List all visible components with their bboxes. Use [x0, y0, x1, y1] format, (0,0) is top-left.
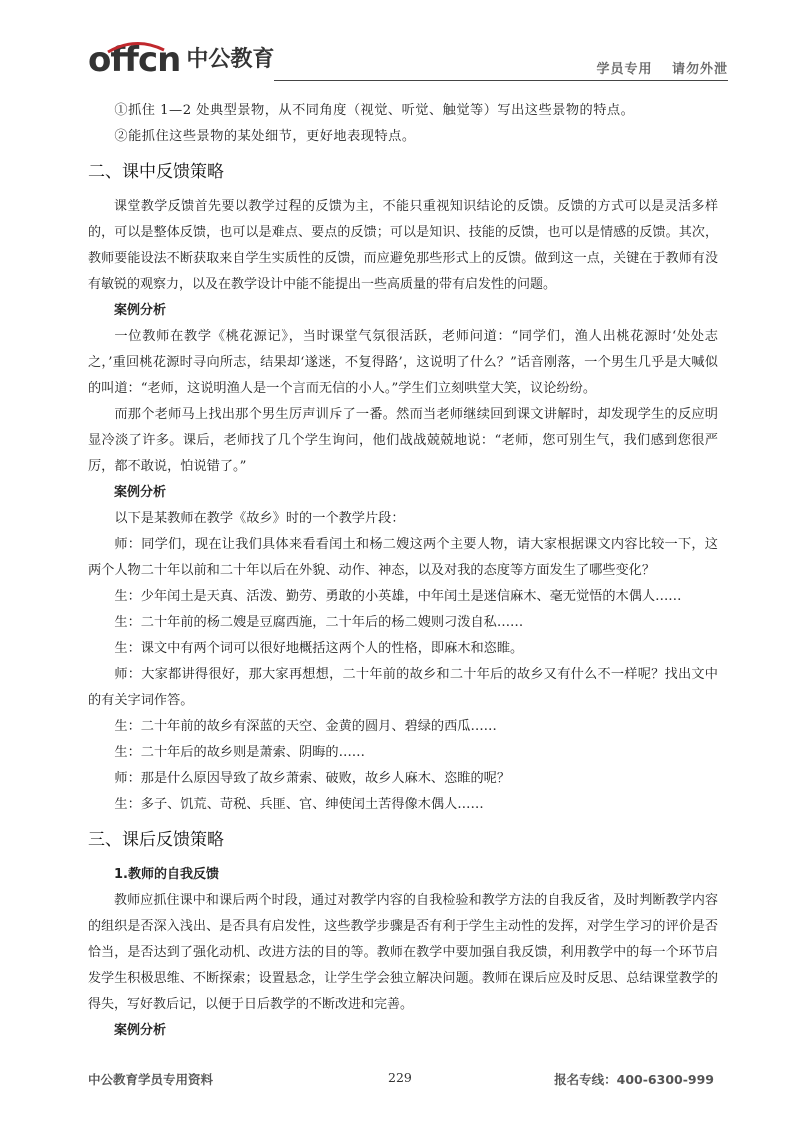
page-footer	[88, 1070, 714, 1092]
dialog-line: 生：二十年后的故乡则是萧索、阴晦的……	[114, 745, 365, 760]
section2-paragraph: 课堂教学反馈首先要以教学过程的反馈为主，不能只重视知识结论的反馈。反馈的方式可以是灵活多样的，可以是整体反馈，也可以是难点、要点的反馈；可以是知识、技能的反馈，也可以是情感的反馈。其次，教师要能设法不断获取来自学生实质性的反馈，而应避免那些形式上的反馈。做到这一点，关键在于教师有没有敏锐的观察力，以及在教学设计中能不能提出一些高质量的带有启发性的问题。	[88, 199, 718, 292]
dialog-line: 生：多子、饥荒、苛税、兵匪、官、绅使闰土苦得像木偶人……	[114, 797, 484, 812]
header-tags	[596, 58, 728, 77]
intro-item-2: ②能抓住这些景物的某处细节，更好地表现特点。	[114, 129, 416, 144]
footer-left-text: 中公教育学员专用资料	[88, 1072, 214, 1087]
logo-text-cn: 中公教育	[186, 47, 275, 72]
footer-hotline: 报名专线：400-6300-999	[554, 1072, 714, 1087]
case-analysis-label-2: 案例分析	[114, 485, 167, 500]
dialog-line: 师：大家都讲得很好，那大家再想想，二十年前的故乡和二十年后的故乡又有什么不一样呢？找出文中的有关字词作答。	[88, 667, 718, 708]
header-divider	[274, 80, 728, 81]
case1-paragraph-1: 一位教师在教学《桃花源记》，当时课堂气氛很活跃，老师问道：“同学们，渔人出桃花源时‘处处志之，’重回桃花源时寻向所志，结果却‘遂迷，不复得路’，这说明了什么？”话音刚落，一个男生几乎是大喊似的叫道：“老师，这说明渔人是一个言而无信的小人。”学生们立刻哄堂大笑，议论纷纷。	[88, 329, 718, 396]
dialog-line: 生：少年闰土是天真、活泼、勤劳、勇敢的小英雄，中年闰土是迷信麻木、毫无觉悟的木偶人……	[114, 589, 682, 604]
subheading-teacher-self-feedback: 1.教师的自我反馈	[114, 867, 219, 882]
dialog-line: 师：那是什么原因导致了故乡萧索、破败，故乡人麻木、恣睢的呢？	[114, 771, 511, 786]
section3-paragraph: 教师应抓住课中和课后两个时段，通过对教学内容的自我检验和教学方法的自我反省，及时判断教学内容的组织是否深入浅出、是否具有启发性，这些教学步骤是否有利于学生主动性的发挥，对学生学习的评价是否恰当，是否达到了强化动机、改进方法的目的等。教师在教学中要加强自我反馈，利用教学中的每一个环节启发学生积极思维、不断探索；设置悬念，让学生学会独立解决问题。教师在课后应及时反思、总结课堂教学的得失，写好教后记，以便于日后教学的不断改进和完善。	[88, 893, 718, 1012]
offcn-logo	[88, 40, 274, 80]
page-header	[88, 40, 728, 86]
dialog-line: 生：课文中有两个词可以很好地概括这两个人的性格，即麻木和恣睢。	[114, 641, 524, 656]
header-tag-confidential: 请勿外泄	[671, 62, 728, 77]
case-analysis-label-1: 案例分析	[114, 303, 167, 318]
dialog-line: 生：二十年前的故乡有深蓝的天空、金黄的圆月、碧绿的西瓜……	[114, 719, 497, 734]
case1-paragraph-2: 而那个老师马上找出那个男生厉声训斥了一番。然而当老师继续回到课文讲解时，却发现学生的反应明显冷淡了许多。课后，老师找了几个学生询问，他们战战兢兢地说：“老师，您可别生气，我们感到您很严厉，都不敢说，怕说错了。”	[88, 407, 718, 474]
case2-intro: 以下是某教师在教学《故乡》时的一个教学片段：	[114, 511, 405, 526]
dialog-line: 师：同学们，现在让我们具体来看看闰土和杨二嫂这两个主要人物，请大家根据课文内容比较一下，这两个人物二十年以前和二十年以后在外貌、动作、神态，以及对我的态度等方面发生了哪些变化？	[88, 537, 718, 578]
section-heading-in-class: 二、课中反馈策略	[88, 162, 224, 182]
case-analysis-label-3: 案例分析	[114, 1023, 167, 1038]
logo-arc-icon	[106, 40, 166, 54]
page-number: 229	[388, 1070, 412, 1085]
page-content	[88, 98, 718, 1044]
section-heading-after-class: 三、课后反馈策略	[88, 830, 224, 850]
header-tag-members-only: 学员专用	[596, 62, 653, 77]
logo-text-en: offcn	[88, 40, 181, 80]
intro-item-1: ①抓住 1—2 处典型景物，从不同角度（视觉、听觉、触觉等）写出这些景物的特点。	[114, 103, 635, 118]
dialog-line: 生：二十年前的杨二嫂是豆腐西施，二十年后的杨二嫂则刁泼自私……	[114, 615, 524, 630]
